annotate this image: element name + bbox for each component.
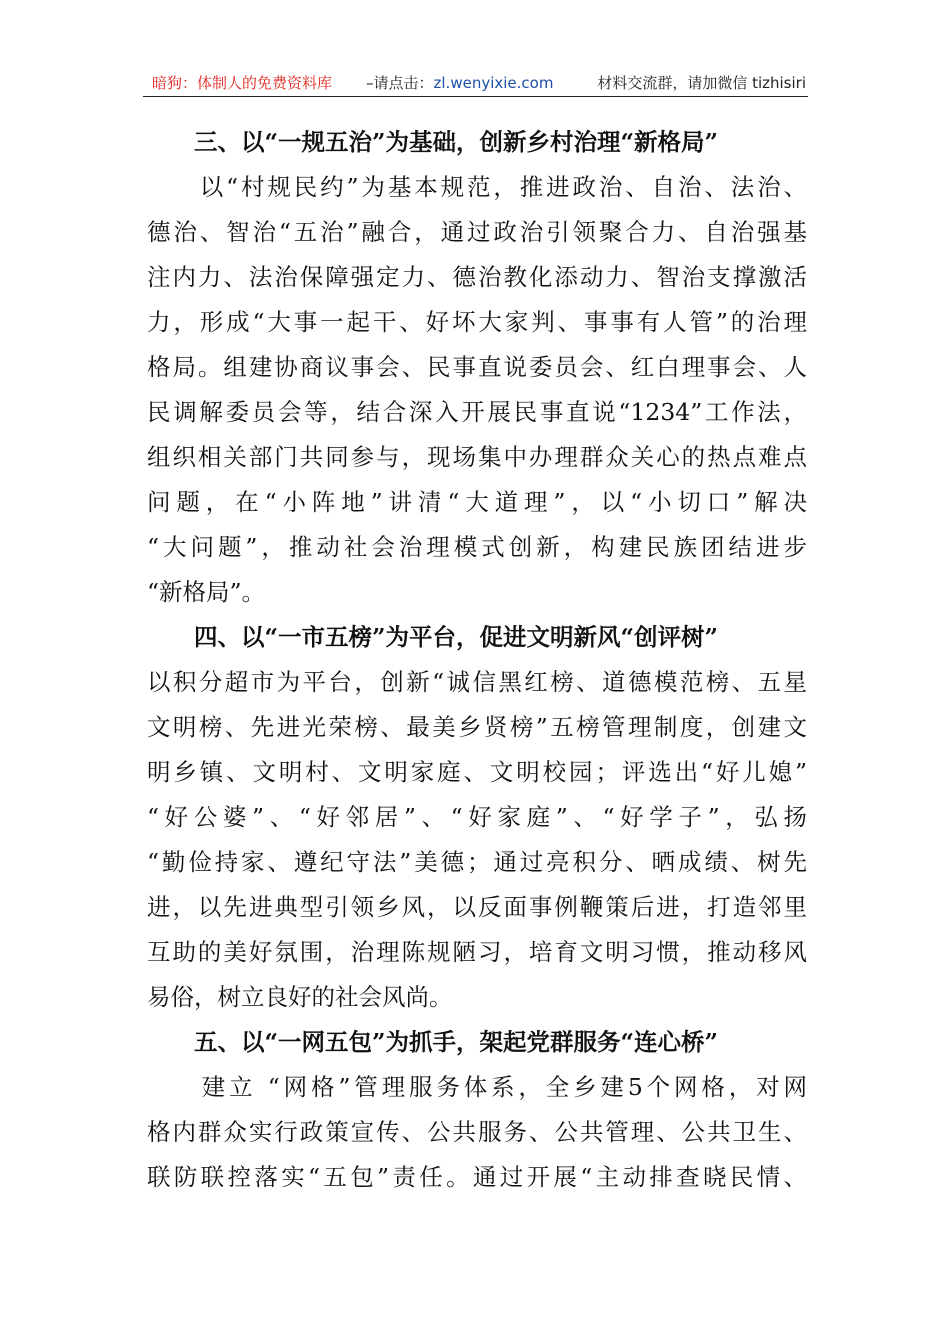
paragraph-line: 互助的美好氛围，治理陈规陋习，培育文明习惯，推动移风 (147, 938, 807, 966)
header-link-group (366, 72, 553, 93)
paragraph-line: 组织相关部门共同参与，现场集中办理群众关心的热点难点 (147, 443, 807, 471)
page-header (143, 68, 808, 97)
paragraph-line: 格内群众实行政策宣传、公共服务、公共管理、公共卫生、 (147, 1118, 807, 1146)
paragraph-line: 以积分超市为平台，创新“诚信黑红榜、道德模范榜、五星 (147, 668, 807, 696)
paragraph-line: “勤俭持家、遵纪守法”美德；通过亮积分、晒成绩、树先 (147, 848, 807, 876)
paragraph-line: 问题，在“小阵地”讲清“大道理”，以“小切口”解决 (147, 488, 807, 516)
header-link[interactable]: zl.wenyixie.com (433, 74, 554, 92)
paragraph-line: 力，形成“大事一起干、好坏大家判、事事有人管”的治理 (147, 308, 807, 336)
section-heading: 五、以“一网五包”为抓手，架起党群服务“连心桥” (147, 1028, 719, 1056)
paragraph-line: 文明榜、先进光荣榜、最美乡贤榜”五榜管理制度，创建文 (147, 713, 807, 741)
paragraph-line: “新格局”。 (147, 578, 266, 606)
paragraph-line: 进，以先进典型引领乡风，以反面事例鞭策后进，打造邻里 (147, 893, 807, 921)
paragraph-line: “大问题”，推动社会治理模式创新，构建民族团结进步 (147, 533, 807, 561)
paragraph-line: 联防联控落实“五包”责任。通过开展“主动排查晓民情、 (147, 1163, 807, 1191)
paragraph-line: 建立 “网格”管理服务体系，全乡建5个网格，对网 (147, 1073, 807, 1101)
paragraph-line: 易俗，树立良好的社会风尚。 (147, 983, 453, 1011)
paragraph-line: 明乡镇、文明村、文明家庭、文明校园；评选出“好儿媳” (147, 758, 807, 786)
document-body (147, 120, 807, 1200)
paragraph-line: 以“村规民约”为基本规范，推进政治、自治、法治、 (147, 173, 807, 201)
paragraph-line: 注内力、法治保障强定力、德治教化添动力、智治支撑激活 (147, 263, 807, 291)
section-heading: 三、以“一规五治”为基础，创新乡村治理“新格局” (147, 128, 719, 156)
paragraph-line: 格局。组建协商议事会、民事直说委员会、红白理事会、人 (147, 353, 807, 381)
header-wechat-note: 材料交流群，请加微信 tizhisiri (597, 74, 806, 92)
paragraph-line: 德治、智治“五治”融合，通过政治引领聚合力、自治强基 (147, 218, 807, 246)
paragraph-line: “好公婆”、“好邻居”、“好家庭”、“好学子”，弘扬 (147, 803, 807, 831)
paragraph-line: 民调解委员会等，结合深入开展民事直说“1234”工作法， (147, 398, 807, 426)
header-link-prefix: –请点击： (366, 74, 434, 92)
header-site-name: 暗狗：体制人的免费资料库 (152, 74, 333, 92)
section-heading: 四、以“一市五榜”为平台，促进文明新风“创评树” (147, 623, 719, 651)
